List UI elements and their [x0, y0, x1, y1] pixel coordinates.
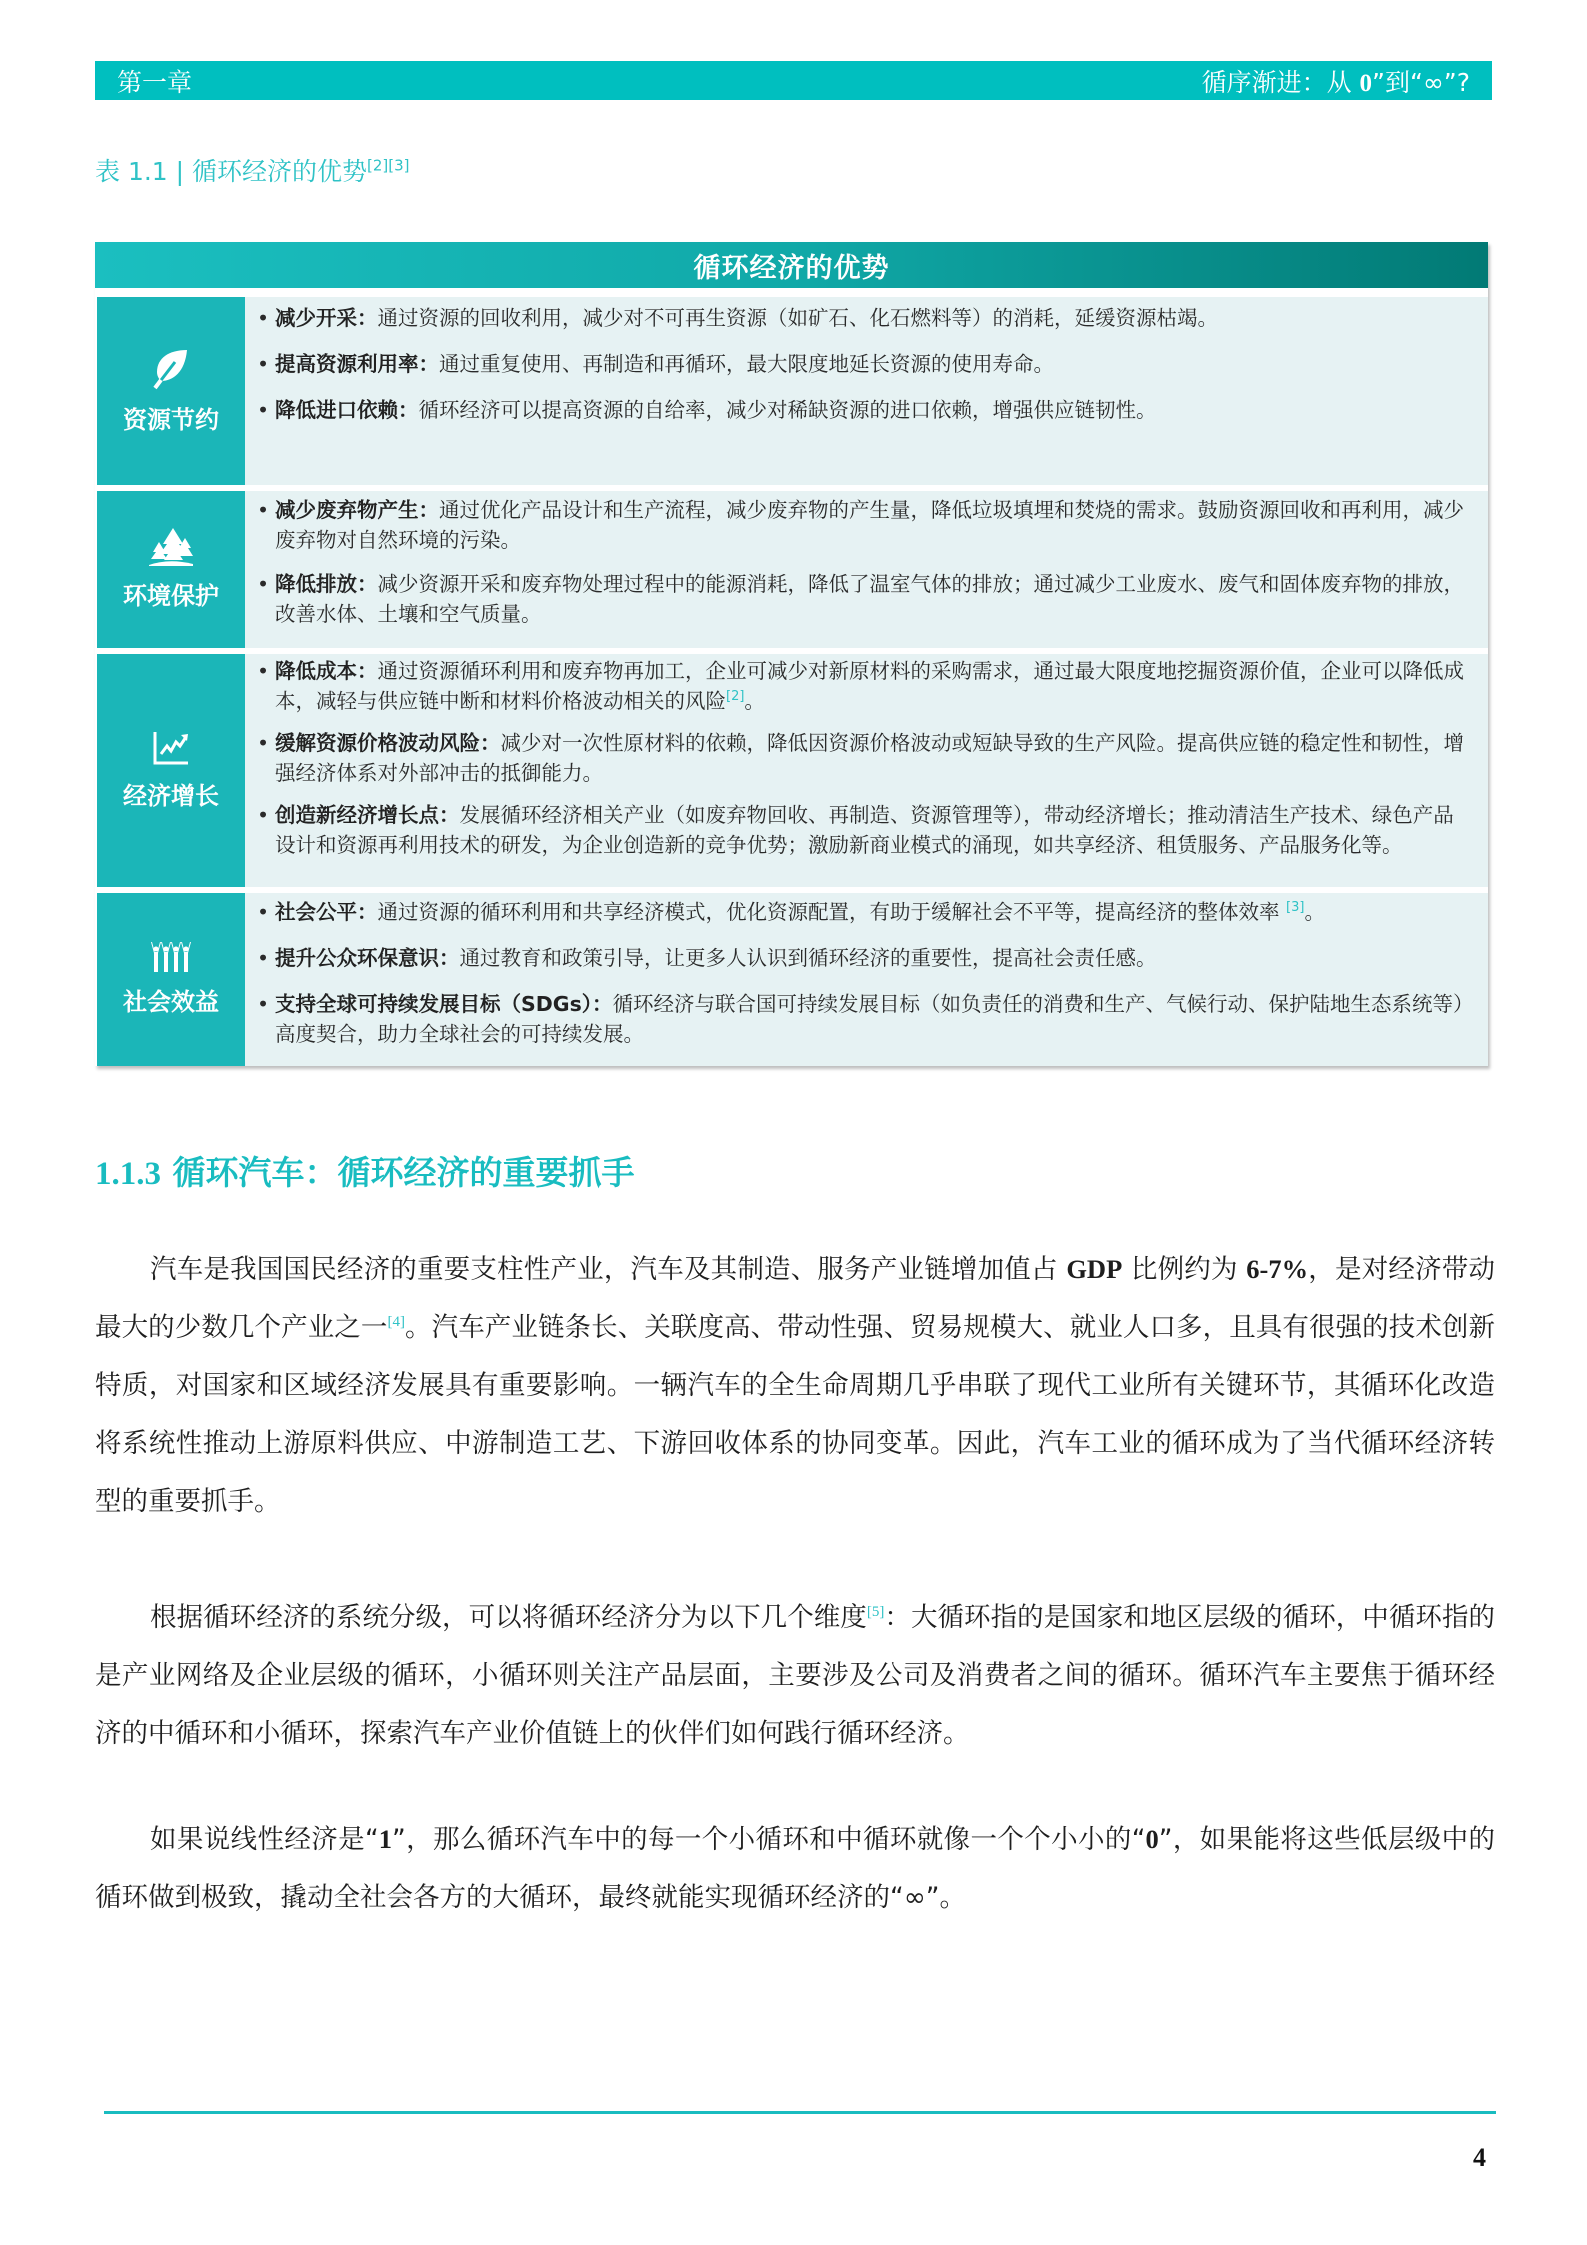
item-term: 减少废弃物产生： — [275, 498, 439, 522]
bold-run: 6-7% — [1246, 1254, 1309, 1284]
row-label: 经济增长 — [123, 782, 219, 810]
footer-divider — [104, 2111, 1496, 2114]
section-title-text: 循环汽车：循环经济的重要抓手 — [161, 1153, 635, 1192]
bold-run: 1 — [378, 1824, 392, 1854]
item-term: 提升公众环保意识： — [275, 946, 460, 970]
list-item — [255, 897, 1472, 927]
chapter-header-bar — [95, 61, 1492, 100]
item-term: 降低成本： — [275, 659, 378, 683]
bold-run: 0 — [1145, 1824, 1159, 1854]
chapter-label: 第一章 — [117, 67, 193, 97]
list-item — [255, 943, 1472, 973]
item-text: 通过重复使用、再制造和再循环，最大限度地延长资源的使用寿命。 — [439, 352, 1054, 376]
item-tail: 。 — [744, 689, 765, 713]
table-row-resource-saving — [95, 297, 1488, 485]
item-term: 减少开采： — [275, 306, 378, 330]
table-caption-label: 表 1.1 | 循环经济的优势 — [95, 157, 368, 186]
item-term: 提高资源利用率： — [275, 352, 439, 376]
item-term: 社会公平： — [275, 900, 378, 924]
table-caption — [95, 152, 410, 188]
trees-icon — [149, 528, 193, 576]
row-label-cell — [97, 654, 245, 887]
paragraph-zero-to-infinity — [95, 1810, 1495, 1927]
bold-run: GDP — [1066, 1254, 1123, 1284]
row-content — [245, 491, 1488, 648]
text-run: 汽车是我国国民经济的重要支柱性产业，汽车及其制造、服务产业链增加值占 — [150, 1254, 1067, 1285]
chapter-title-suffix: ”到“∞”? — [1372, 67, 1470, 97]
table-caption-refs[interactable]: [2][3] — [367, 156, 410, 175]
text-run: ”，那么循环汽车中的每一个小循环和中循环就像一个个小小的“ — [392, 1824, 1146, 1855]
list-item — [255, 495, 1472, 555]
paragraph-auto-industry — [95, 1240, 1495, 1531]
row-content — [245, 297, 1488, 485]
item-text: 通过资源的循环利用和共享经济模式，优化资源配置，有助于缓解社会不平等，提高经济的整体效率 — [377, 900, 1287, 924]
item-text: 通过资源循环利用和废弃物再加工，企业可减少对新原材料的采购需求，通过最大限度地挖掘资源价值，企业可以降低成本，减轻与供应链中断和材料价格波动相关的风险 — [275, 659, 1464, 713]
growth-chart-icon — [152, 730, 190, 776]
row-content — [245, 654, 1488, 887]
list-item — [255, 569, 1472, 629]
citation-link[interactable]: [2] — [726, 689, 745, 705]
table-row-economic-growth — [95, 654, 1488, 887]
item-text: 通过教育和政策引导，让更多人认识到循环经济的重要性，提高社会责任感。 — [459, 946, 1157, 970]
citation-link[interactable]: [5] — [866, 1604, 885, 1621]
item-text: 循环经济与联合国可持续发展目标（如负责任的消费和生产、气候行动、保护陆地生态系统等）高度契合，助力全球社会的可持续发展。 — [275, 992, 1464, 1046]
table-row-social-benefits — [95, 893, 1488, 1066]
list-item — [255, 800, 1472, 860]
section-heading — [95, 1147, 635, 1194]
item-tail: 。 — [1304, 900, 1325, 924]
chapter-title-zero: 0 — [1359, 69, 1373, 97]
list-item — [255, 349, 1472, 379]
people-icon — [150, 942, 192, 982]
item-text: 发展循环经济相关产业（如废弃物回收、再制造、资源管理等），带动经济增长；推动清洁生产技术、绿色产品设计和资源再利用技术的研发，为企业创造新的竞争优势；激励新商业模式的涌现，如共享经济、租赁服务、产品服务化等。 — [275, 803, 1454, 857]
row-label-cell — [97, 491, 245, 648]
item-text: 减少对一次性原材料的依赖，降低因资源价格波动或短缺导致的生产风险。提高供应链的稳定性和韧性，增强经济体系对外部冲击的抵御能力。 — [275, 731, 1464, 785]
item-text: 循环经济可以提高资源的自给率，减少对稀缺资源的进口依赖，增强供应链韧性。 — [418, 398, 1157, 422]
item-text: 减少资源开采和废弃物处理过程中的能源消耗，降低了温室气体的排放；通过减少工业废水、废气和固体废弃物的排放，改善水体、土壤和空气质量。 — [275, 572, 1464, 626]
item-term: 支持全球可持续发展目标（SDGs）： — [275, 992, 613, 1016]
citation-link[interactable]: [4] — [387, 1314, 405, 1331]
text-run: ”，如果能将这些低层级中的循环做到极致，撬动全社会各方的大循环，最终就能实现循环经济的“∞”。 — [95, 1824, 1495, 1913]
table-row-environment — [95, 491, 1488, 648]
page-number: 4 — [1473, 2143, 1486, 2172]
leaf-icon — [151, 348, 191, 400]
advantages-table — [95, 242, 1488, 1066]
list-item — [255, 395, 1472, 425]
list-item — [255, 303, 1472, 333]
text-run: 。汽车产业链条长、关联度高、带动性强、贸易规模大、就业人口多，且具有很强的技术创新特质，对国家和区域经济发展具有重要影响。一辆汽车的全生命周期几乎串联了现代工业所有关键环节，其循环化改造将系统性推动上游原料供应、中游制造工艺、下游回收体系的协同变革。因此，汽车工业的循环成为了当代循环经济转型的重要抓手。 — [95, 1312, 1496, 1517]
item-term: 缓解资源价格波动风险： — [275, 731, 501, 755]
text-run: 根据循环经济的系统分级，可以将循环经济分为以下几个维度 — [150, 1602, 867, 1633]
row-label-cell — [97, 297, 245, 485]
list-item — [255, 728, 1472, 788]
item-term: 创造新经济增长点： — [275, 803, 460, 827]
text-run: ：大循环指的是国家和地区层级的循环，中循环指的是产业网络及企业层级的循环，小循环则关注产品层面，主要涉及公司及消费者之间的循环。循环汽车主要焦于循环经济的中循环和小循环，探索汽车产业价值链上的伙伴们如何践行循环经济。 — [95, 1602, 1496, 1749]
paragraph-circular-levels — [95, 1589, 1495, 1763]
text-run: ，是对经济带动最大的少数几个产业之一 — [95, 1254, 1495, 1343]
text-run: 比例约为 — [1122, 1254, 1247, 1285]
row-label: 社会效益 — [123, 988, 219, 1016]
chapter-title-prefix: 循序渐进：从 — [1201, 67, 1360, 97]
list-item — [255, 656, 1472, 716]
section-number: 1.1.3 — [95, 1156, 161, 1192]
item-term: 降低进口依赖： — [275, 398, 419, 422]
item-text: 通过资源的回收利用，减少对不可再生资源（如矿石、化石燃料等）的消耗，延缓资源枯竭。 — [377, 306, 1218, 330]
citation-link[interactable]: [3] — [1286, 900, 1305, 916]
item-term: 降低排放： — [275, 572, 378, 596]
row-content — [245, 893, 1488, 1066]
table-header: 循环经济的优势 — [95, 242, 1488, 288]
text-run: 如果说线性经济是“ — [150, 1824, 379, 1855]
row-label: 资源节约 — [123, 405, 219, 434]
row-label: 环境保护 — [123, 582, 219, 610]
item-text: 通过优化产品设计和生产流程，减少废弃物的产生量，降低垃圾填埋和焚烧的需求。鼓励资源回收和再利用，减少废弃物对自然环境的污染。 — [275, 498, 1464, 552]
chapter-title — [1202, 63, 1470, 99]
list-item — [255, 989, 1472, 1049]
row-label-cell — [97, 893, 245, 1066]
